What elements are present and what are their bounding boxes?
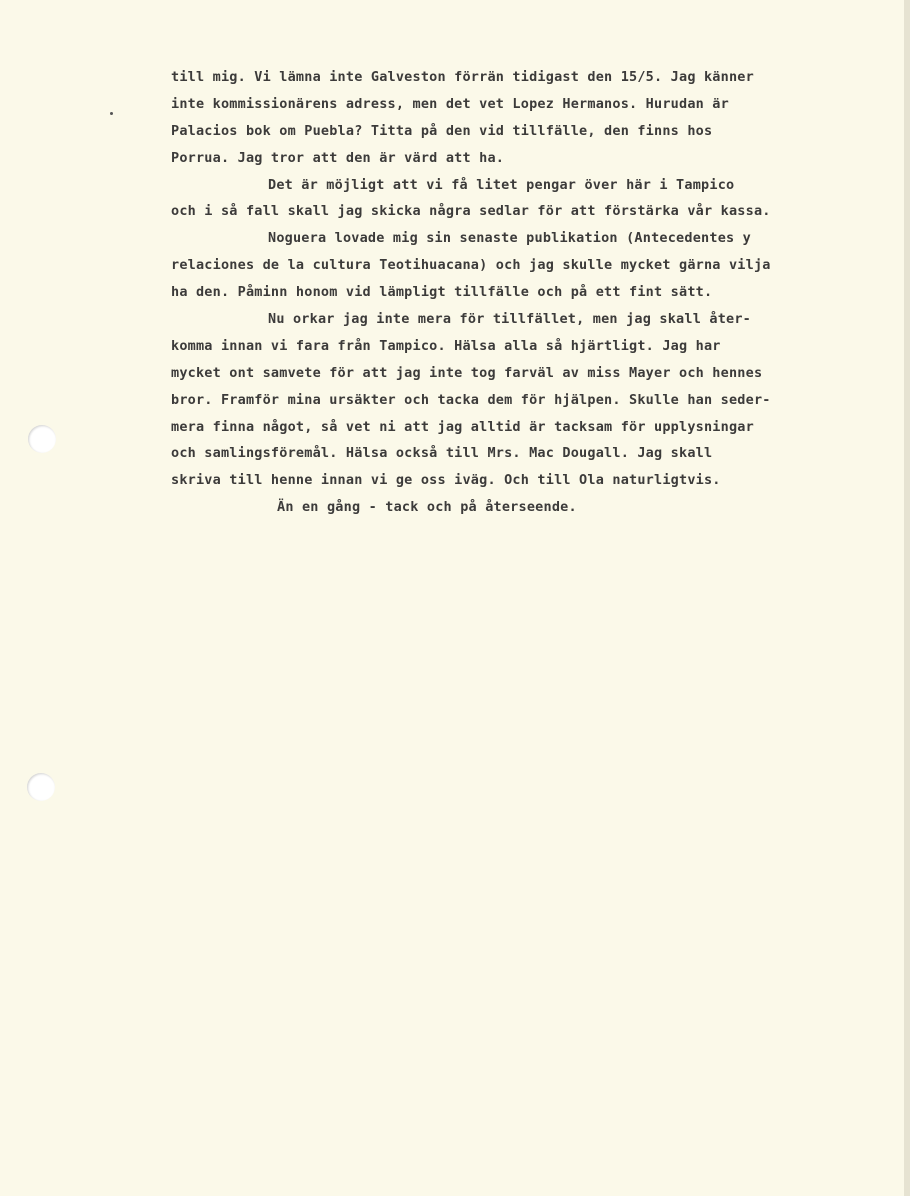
letter-line: ha den. Påminn honom vid lämpligt tillfälle och på ett fint sätt. — [171, 284, 713, 301]
letter-line: skriva till henne innan vi ge oss iväg. Och till Ola naturligtvis. — [171, 472, 721, 489]
letter-line: komma innan vi fara från Tampico. Hälsa alla så hjärtligt. Jag har — [171, 337, 721, 354]
letter-line: och samlingsföremål. Hälsa också till Mrs. Mac Dougall. Jag skall — [171, 445, 713, 462]
letter-line: mycket ont samvete för att jag inte tog farväl av miss Mayer och hennes — [171, 364, 763, 381]
letter-line: inte kommissionärens adress, men det vet Lopez Hermanos. Hurudan är — [171, 95, 729, 112]
punch-hole-lower — [27, 773, 55, 801]
ink-speck — [110, 112, 113, 115]
paper-edge-shadow — [904, 0, 910, 1196]
letter-line: bror. Framför mina ursäkter och tacka dem för hjälpen. Skulle han seder- — [171, 391, 771, 408]
letter-line: och i så fall skall jag skicka några sedlar för att förstärka vår kassa. — [171, 203, 771, 220]
letter-line-paragraph-start: Det är möjligt att vi få litet pengar över här i Tampico — [268, 176, 735, 193]
letter-line: mera finna något, så vet ni att jag alltid är tacksam för upplysningar — [171, 418, 754, 435]
letter-line-paragraph-start: Nu orkar jag inte mera för tillfället, men jag skall åter- — [268, 311, 752, 328]
punch-hole-upper — [28, 425, 56, 453]
letter-line-paragraph-start: Noguera lovade mig sin senaste publikation (Antecedentes y — [268, 230, 752, 247]
letter-line-closing: Än en gång - tack och på återseende. — [277, 499, 577, 516]
letter-line: relaciones de la cultura Teotihuacana) och jag skulle mycket gärna vilja — [171, 257, 771, 274]
letter-line: Porrua. Jag tror att den är värd att ha. — [171, 149, 505, 166]
letter-line: Palacios bok om Puebla? Titta på den vid tillfälle, den finns hos — [171, 122, 713, 139]
letter-line: till mig. Vi lämna inte Galveston förrän tidigast den 15/5. Jag känner — [171, 69, 754, 85]
letter-body — [171, 64, 891, 521]
